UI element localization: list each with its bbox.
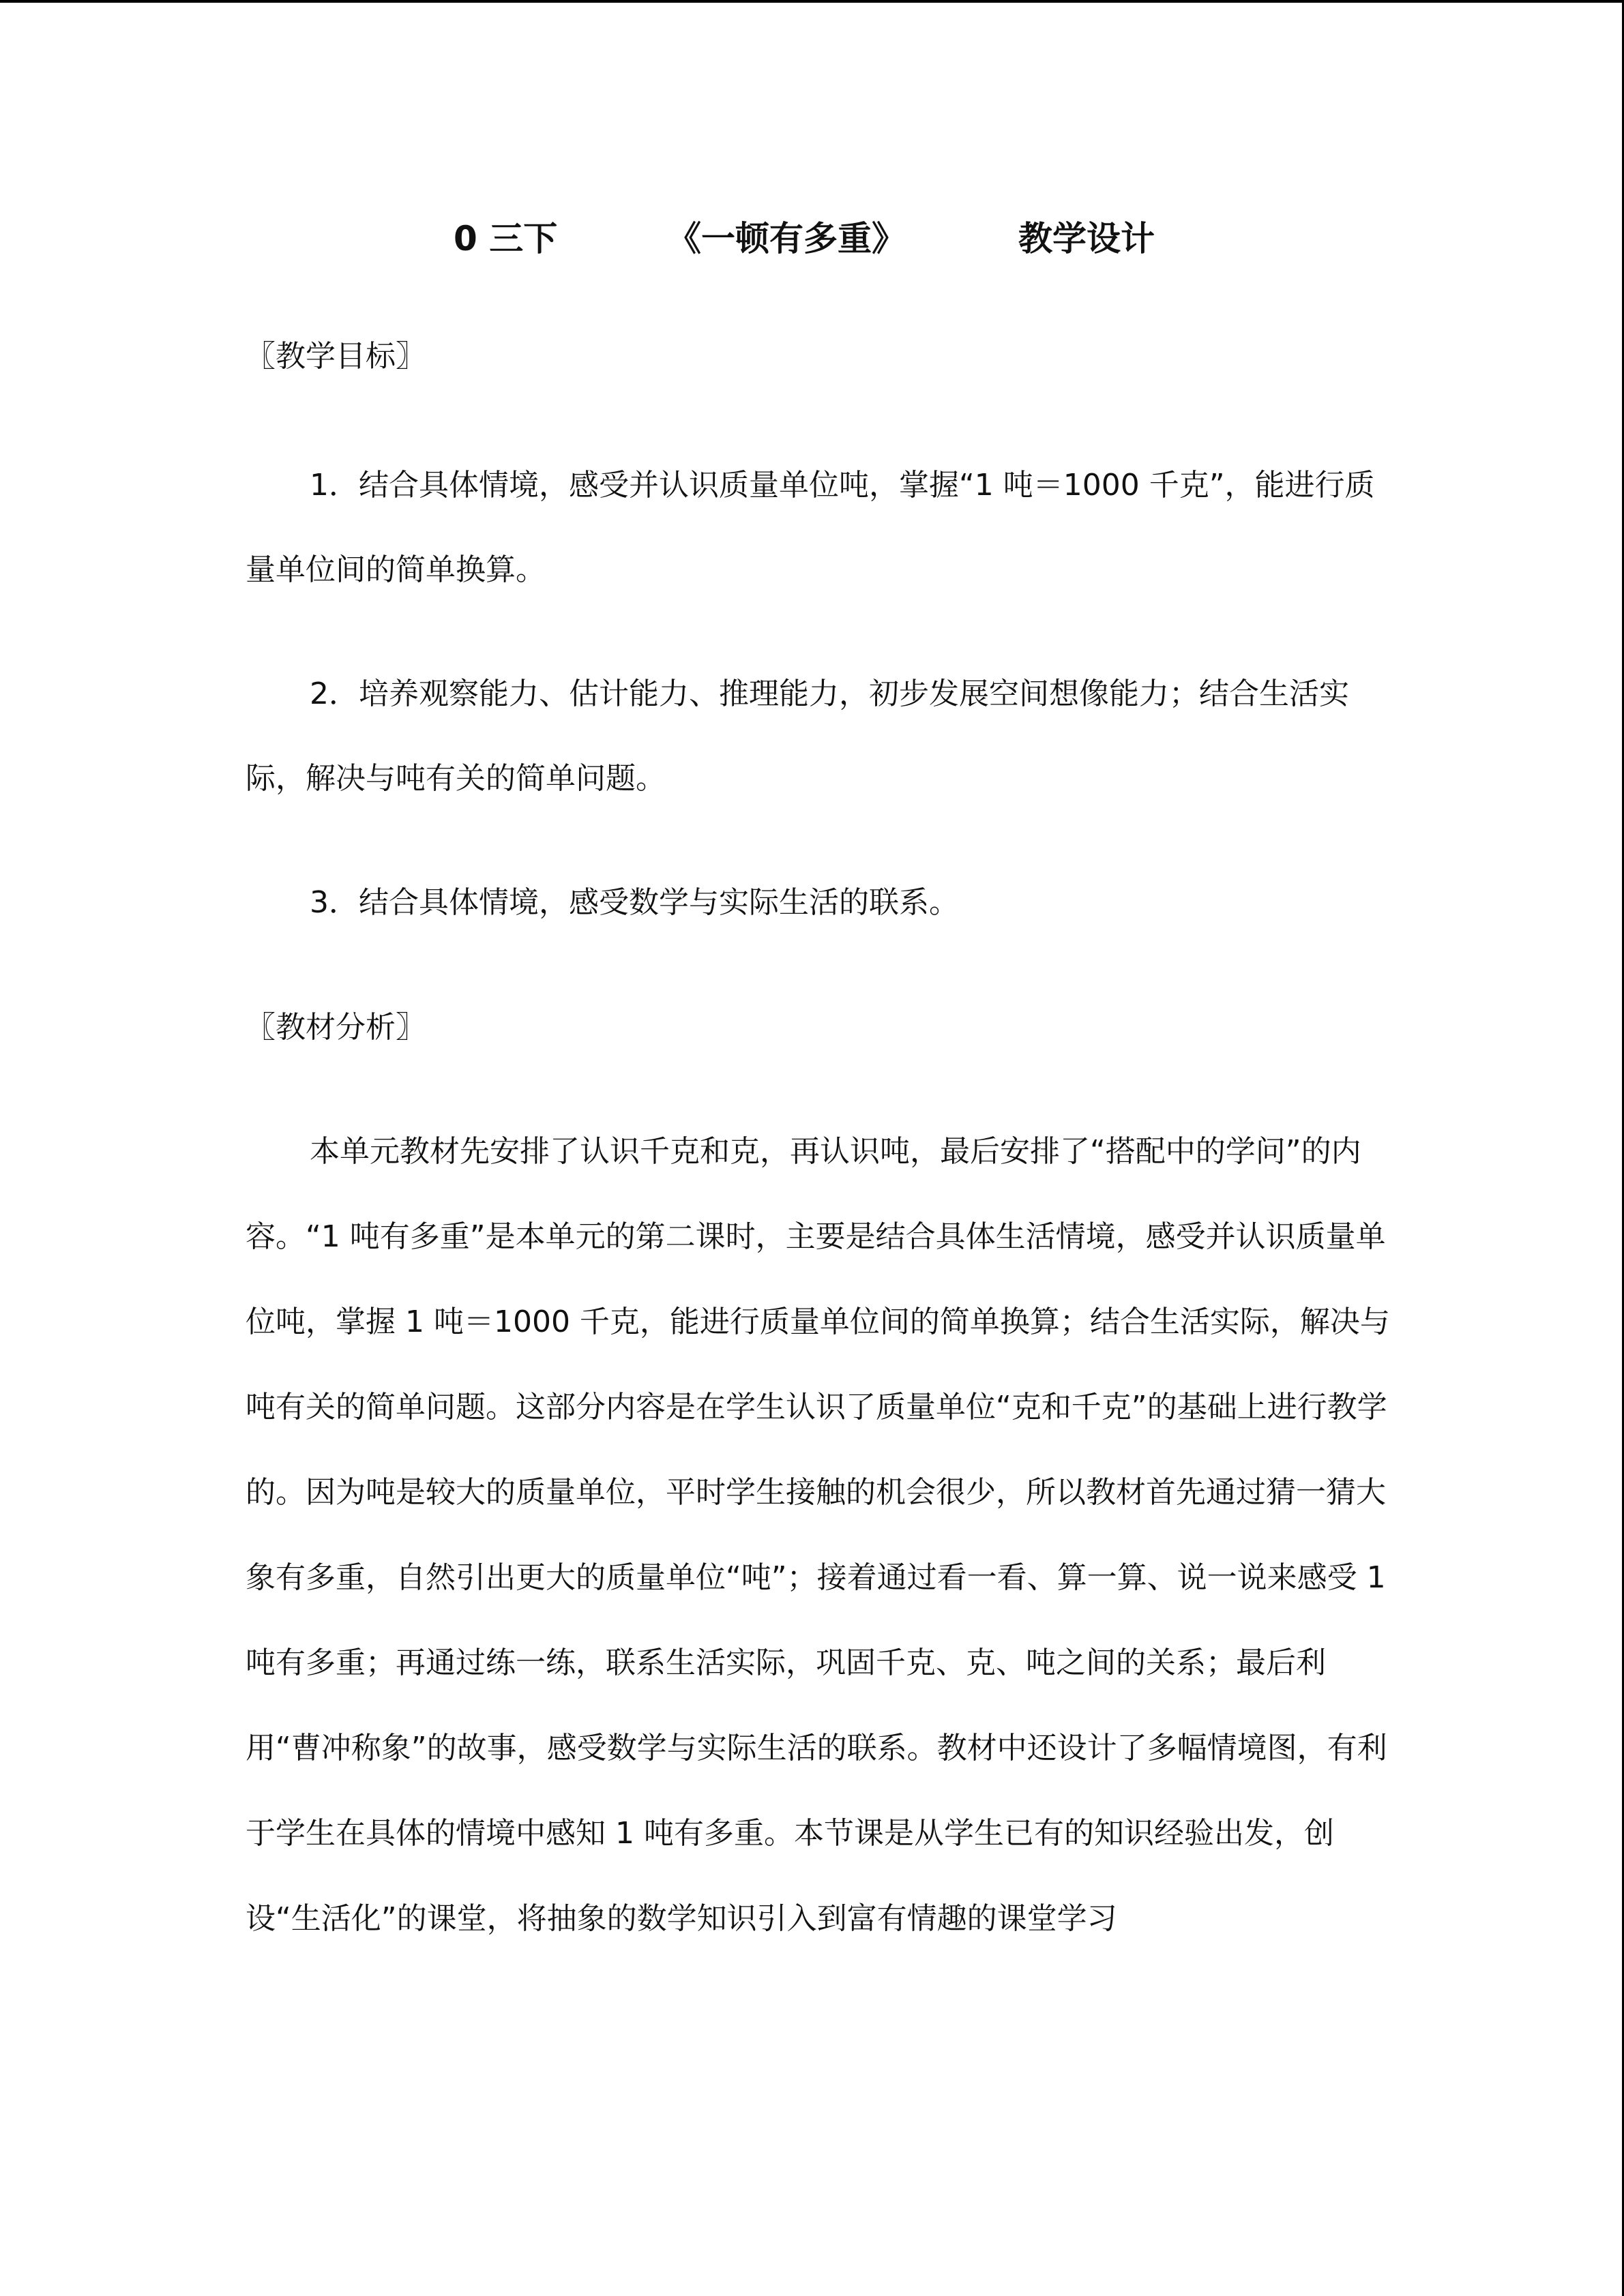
title-lesson: 《一顿有多重》 [667,219,906,258]
document-page [246,198,1391,1991]
analysis-paragraph: 本单元教材先安排了认识千克和克，再认识吨，最后安排了“搭配中的学问”的内容。“1 吨有多重”是本单元的第二课时，主要是结合具体生活情境，感受并认识质量单位吨，掌握 1 吨＝1000 千克，能进行质量单位间的简单换算；结合生活实际，解决与吨有关的简单问题。这部分内容是在学生认识了质量单位“克和千克”的基础上进行教学的。因为吨是较大的质量单位，平时学生接触的机会很少，所以教材首先通过猜一猜大象有多重，自然引出更大的质量单位“吨”；接着通过看一看、算一算、说一说来感受 1 吨有多重；再通过练一练，联系生活实际，巩固千克、克、吨之间的关系；最后利用“曹冲称象”的故事，感受数学与实际生活的联系。教材中还设计了多幅情境图，有利于学生在具体的情境中感知 1 吨有多重。本节课是从学生已有的知识经验出发，创设“生活化”的课堂，将抽象的数学知识引入到富有情趣的课堂学习 [246,1134,1390,1936]
objective-3: 3．结合具体情境，感受数学与实际生活的联系。 [310,885,959,920]
section-heading-objectives: 〖教学目标〗 [246,339,426,374]
objective-2: 2．培养观察能力、估计能力、推理能力，初步发展空间想像能力；结合生活实际，解决与吨有关的简单问题。 [246,676,1349,796]
title-design: 教学设计 [1018,219,1155,258]
document-title [246,198,1391,280]
title-grade: 0 三下 [454,219,558,258]
page-top-border [0,0,1624,3]
objective-1: 1．结合具体情境，感受并认识质量单位吨，掌握“1 吨＝1000 千克”，能进行质量单位间的简单换算。 [246,468,1375,587]
section-heading-analysis: 〖教材分析〗 [246,1010,426,1045]
